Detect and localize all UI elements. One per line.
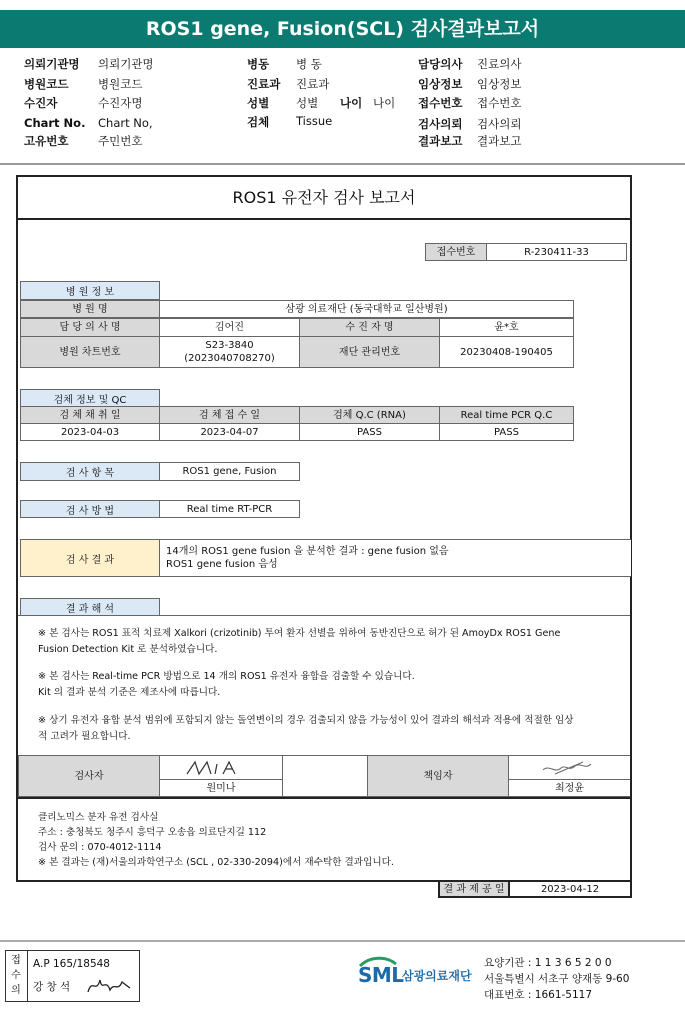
specimen-value: PASS [299,423,440,441]
test-method-value: Real time RT-PCR [159,500,300,518]
header-label: 검체 [247,115,270,129]
header-label: 병동 [247,57,270,71]
responsible-label: 책임자 [367,755,509,797]
header-value: Tissue [296,114,333,128]
bottom-divider [0,940,685,942]
header-value: 결과보고 [477,134,522,148]
blank-signature-cell [282,755,368,797]
patient-value: 윤*호 [439,318,574,337]
approval-stamp-separator [27,950,28,1002]
interpretation-paragraph-1 [38,626,623,658]
header-label: 병원코드 [24,77,69,91]
interpretation-divider [18,615,630,616]
header-label: 담당의사 [418,57,463,71]
hospital-name-value: 삼광 의료재단 (동국대학교 일산병원) [159,300,574,318]
foundation-address: 서울특별시 서초구 양재동 9-60 [484,973,630,985]
interpretation-section-title: 결 과 해 석 [20,598,160,616]
header-label: 성별 [247,96,270,110]
header-value: 진료과 [296,77,330,91]
header-divider [0,163,685,165]
header-label: 고유번호 [24,134,69,148]
provided-date-label: 결 과 제 공 일 [438,880,508,898]
responsible-signature [508,755,630,780]
chart-number-label: 병원 차트번호 [20,336,160,368]
specimen-value: 2023-04-07 [159,423,300,441]
chart-number-value [159,336,300,368]
header-label: 의뢰기관명 [24,57,80,71]
footer-lab: 클리노믹스 분자 유전 검사실 [38,812,159,823]
header-label: 검사의뢰 [418,117,463,131]
report-title: ROS1 유전자 검사 보고서 [16,175,632,220]
specimen-section-title: 검체 정보 및 QC [20,389,160,407]
header-value: 주민번호 [98,134,143,148]
patient-label: 수 진 자 명 [299,318,440,337]
test-method-label: 검 사 방 법 [20,500,160,518]
management-number-value: 20230408-190405 [439,336,574,368]
interpretation-p3-line1: ※ 상기 유전자 융합 분석 범위에 포함되지 않는 돌연변이의 경우 검출되지 않을 가능성이 있어 결과의 해석과 적용에 적절한 임상 [38,715,574,726]
test-result-line1: 14개의 ROS1 gene fusion 을 분석한 결과 : gene fusion 없음 [166,546,449,557]
specimen-header: 검 체 접 수 일 [159,406,300,424]
hospital-name-label: 병 원 명 [20,300,160,318]
responsible-name: 최정윤 [508,779,630,797]
specimen-header: Real time PCR Q.C [439,406,574,424]
stamp-side-label: 접수의 [11,955,21,996]
header-label: 수진자 [24,96,58,110]
test-item-value: ROS1 gene, Fusion [159,462,300,481]
responsible-signature-mark [535,758,605,778]
hospital-section-title: 병 원 정 보 [20,281,160,300]
interpretation-paragraph-3 [38,713,623,745]
test-result-line2: ROS1 gene fusion 음성 [166,559,278,570]
management-number-label: 재단 관리번호 [299,336,440,368]
receipt-label: 접수번호 [425,243,487,261]
ap-number: A.P 165/18548 [33,958,110,970]
chart-number-line1: S23-3840 [205,340,254,351]
receipt-value: R-230411-33 [487,243,627,261]
specimen-header: 검 체 채 취 일 [20,406,160,424]
header-value: 나이 [373,96,396,110]
footer-note: ※ 본 결과는 (재)서울의과학연구소 (SCL , 02-330-2094)에서 재수탁한 결과입니다. [38,857,394,868]
header-label: Chart No. [24,116,86,130]
chart-number-line2: (2023040708270) [184,353,275,364]
header-label: 결과보고 [418,134,463,148]
interpretation-p1-line1: ※ 본 검사는 ROS1 표적 치료제 Xalkori (crizotinib) 투여 환자 선별을 위하여 동반진단으로 허가 된 AmoyDx ROS1 Gene [38,628,561,639]
signer-name: 강 창 석 [33,981,71,993]
header-value: 성별 [296,96,319,110]
examiner-signature [159,755,283,780]
header-value: Chart No, [98,116,153,130]
header-value: 병원코드 [98,77,143,91]
signature-bottom-border [18,797,630,799]
examiner-label: 검사자 [18,755,160,797]
header-label: 접수번호 [418,96,463,110]
test-result-label: 검 사 결 과 [20,539,160,577]
sml-logo-text: SML [358,963,404,987]
header-value: 검사의뢰 [477,117,522,131]
header-label: 임상정보 [418,77,463,91]
doctor-value: 김어진 [159,318,300,337]
footer-inquiry: 검사 문의 : 070-4012-1114 [38,842,162,853]
document-title: ROS1 gene, Fusion(SCL) 검사결과보고서 [0,10,685,48]
specimen-header: 검체 Q.C (RNA) [299,406,440,424]
header-label: 나이 [340,96,363,110]
footer-address: 주소 : 충청북도 청주시 흥덕구 오송읍 의료단지길 112 [38,827,267,838]
specimen-value: 2023-04-03 [20,423,160,441]
sml-foundation-name: 삼광의료재단 [402,969,472,983]
examiner-signature-mark [181,758,261,778]
specimen-value: PASS [439,423,574,441]
header-value: 의뢰기관명 [98,57,154,71]
header-value: 병 동 [296,57,322,71]
test-result-value [159,539,631,577]
provided-date-value: 2023-04-12 [508,880,632,898]
doctor-label: 담 당 의 사 명 [20,318,160,337]
header-value: 접수번호 [477,96,522,110]
header-label: 진료과 [247,77,281,91]
interpretation-paragraph-2 [38,669,623,701]
interpretation-p1-line2: Fusion Detection Kit 로 분석하였습니다. [38,644,218,655]
header-value: 진료의사 [477,57,522,71]
interpretation-p2-line1: ※ 본 검사는 Real-time PCR 방법으로 14 개의 ROS1 유전자 융합을 검출할 수 있습니다. [38,671,415,682]
care-institution-number: 요양기관 : 1 1 3 6 5 2 0 0 [484,957,612,969]
foundation-phone: 대표번호 : 1661-5117 [484,989,593,1001]
header-value: 임상정보 [477,77,522,91]
interpretation-p2-line2: Kit 의 결과 분석 기준은 제조사에 따릅니다. [38,687,221,698]
test-item-label: 검 사 항 목 [20,462,160,481]
interpretation-p3-line2: 적 고려가 필요합니다. [38,731,131,742]
signer-signature-mark [86,974,134,996]
examiner-name: 원미나 [159,779,283,797]
header-value: 수진자명 [98,96,143,110]
